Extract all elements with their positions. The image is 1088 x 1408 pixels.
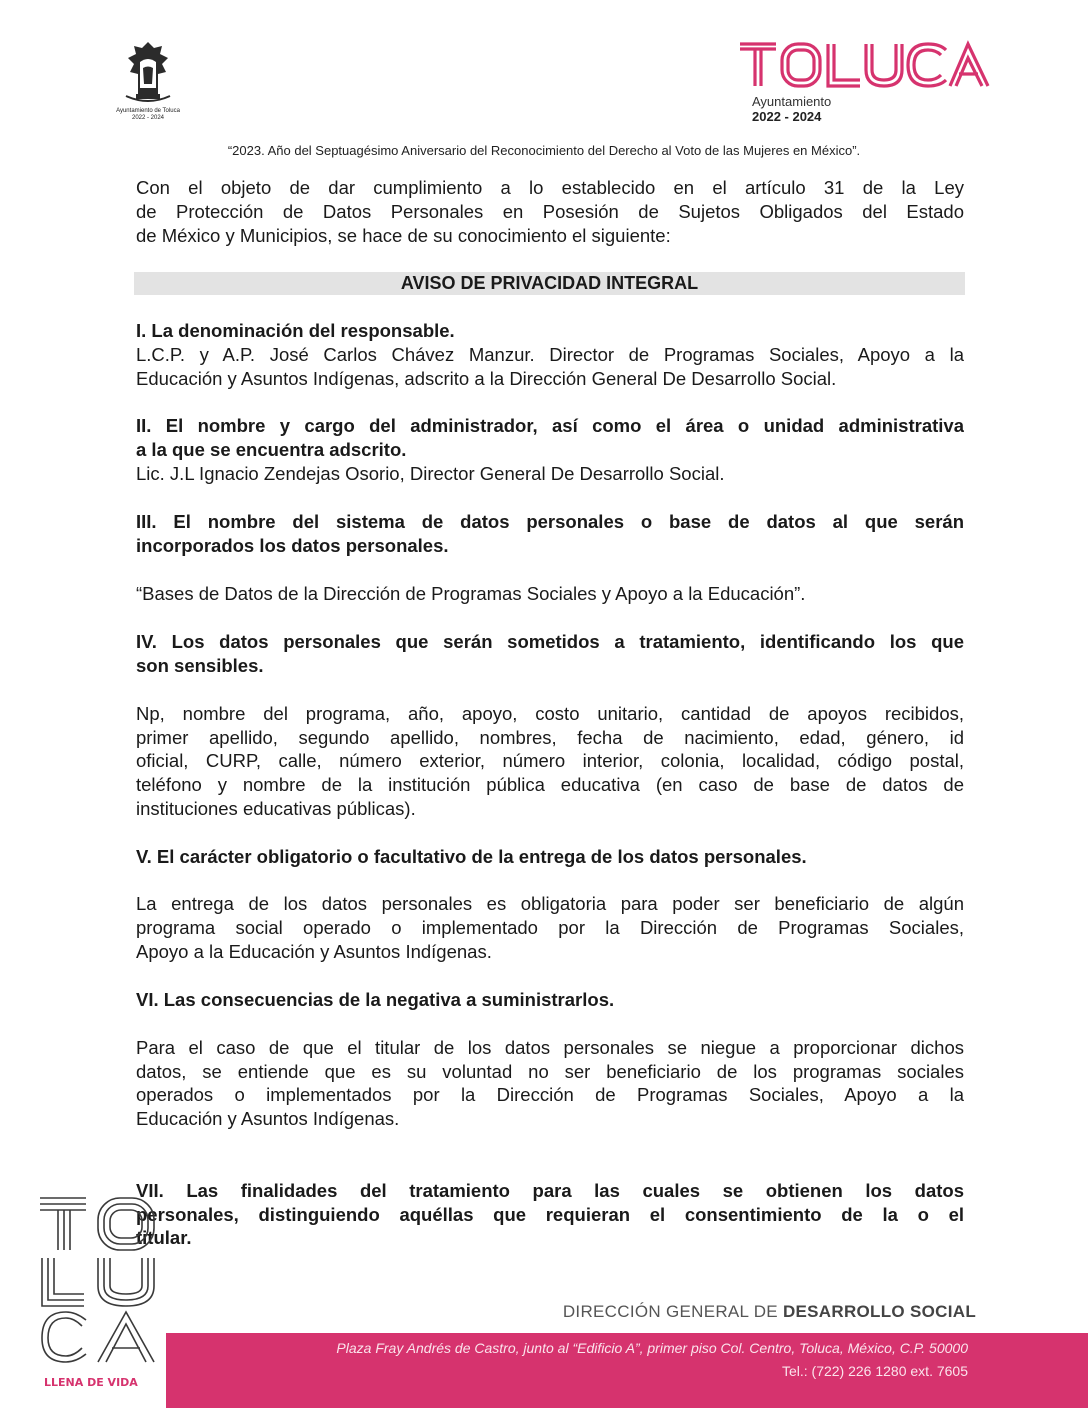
toluca-stacked-logo-icon: [36, 1192, 168, 1392]
section-body-line: datos, se entiende que es su voluntad no ser beneficiario de los programas sociales: [136, 1061, 964, 1082]
footer-department-name: DESARROLLO SOCIAL: [782, 1302, 976, 1321]
intro-line: Con el objeto de dar cumplimiento a lo establecido en el artículo 31 de la Ley: [136, 177, 964, 198]
toluca-brand-logo: [736, 38, 992, 126]
section-heading: V. El carácter obligatorio o facultativo de la entrega de los datos personales.: [136, 846, 807, 867]
section-heading: I. La denominación del responsable.: [136, 320, 455, 341]
section-body-line: L.C.P. y A.P. José Carlos Chávez Manzur. Director de Programas Sociales, Apoyo a la: [136, 344, 964, 365]
section-body-line: programa social operado o implementado por la Dirección de Programas Sociales,: [136, 917, 964, 938]
section-heading: III. El nombre del sistema de datos personales o base de datos al que serán: [136, 511, 964, 532]
section-heading: II. El nombre y cargo del administrador, así como el área o unidad administrativa: [136, 415, 964, 436]
side-logo-tagline: LLENA DE VIDA: [44, 1376, 138, 1389]
intro-line: de México y Municipios, se hace de su conocimiento el siguiente:: [136, 225, 671, 246]
footer-department-prefix: DIRECCIÓN GENERAL DE: [562, 1302, 783, 1321]
logo-subtitle: Ayuntamiento: [752, 94, 832, 109]
section-body-line: Lic. J.L Ignacio Zendejas Osorio, Director General De Desarrollo Social.: [136, 463, 725, 484]
footer-address: Plaza Fray Andrés de Castro, junto al “Edificio A”, primer piso Col. Centro, Toluca, México, C.P. 50000: [336, 1340, 968, 1356]
seal-caption-years: 2022 - 2024: [131, 115, 165, 121]
section-body-line: Np, nombre del programa, año, apoyo, costo unitario, cantidad de apoyos recibidos,: [136, 703, 964, 724]
toluca-side-logo: [36, 1192, 168, 1392]
section-body-line: Para el caso de que el titular de los datos personales se niegue a proporcionar dichos: [136, 1037, 964, 1058]
section-heading: a la que se encuentra adscrito.: [136, 439, 407, 460]
section-body-line: La entrega de los datos personales es obligatoria para poder ser beneficiario de algún: [136, 893, 964, 914]
section-heading: VI. Las consecuencias de la negativa a suministrarlos.: [136, 989, 615, 1010]
section-heading: son sensibles.: [136, 655, 264, 676]
section-body-line: oficial, CURP, calle, número exterior, número interior, colonia, localidad, código postal,: [136, 750, 964, 771]
toluca-wordmark-icon: [736, 38, 992, 90]
section-body-line: teléfono y nombre de la institución pública educativa (en caso de base de datos de: [136, 774, 964, 795]
municipal-seal-logo: [98, 38, 198, 126]
section-body-line: primer apellido, segundo apellido, nombres, fecha de nacimiento, edad, género, id: [136, 727, 964, 748]
annual-motto: “2023. Año del Septuagésimo Aniversario del Reconocimiento del Derecho al Voto de las Mujeres en México”.: [227, 143, 861, 158]
intro-line: de Protección de Datos Personales en Posesión de Sujetos Obligados del Estado: [136, 201, 964, 222]
section-body-line: instituciones educativas públicas).: [136, 798, 416, 819]
section-body-line: operados o implementados por la Dirección de Programas Sociales, Apoyo a la: [136, 1084, 964, 1105]
section-body-line: Apoyo a la Educación y Asuntos Indígenas.: [136, 941, 492, 962]
section-body-line: Educación y Asuntos Indígenas, adscrito a la Dirección General De Desarrollo Social.: [136, 368, 837, 389]
logo-years: 2022 - 2024: [752, 109, 822, 124]
section-heading: incorporados los datos personales.: [136, 535, 449, 556]
section-heading: personales, distinguiendo aquéllas que requieran el consentimiento de la o el: [136, 1204, 964, 1225]
section-body-line: Educación y Asuntos Indígenas.: [136, 1108, 400, 1129]
section-heading: VII. Las finalidades del tratamiento para las cuales se obtienen los datos: [136, 1180, 964, 1201]
coat-of-arms-icon: [98, 38, 198, 108]
footer-department: [480, 1302, 976, 1322]
section-heading: titular.: [136, 1227, 192, 1248]
footer-phone: Tel.: (722) 226 1280 ext. 7605: [781, 1363, 968, 1379]
section-body-line: “Bases de Datos de la Dirección de Programas Sociales y Apoyo a la Educación”.: [136, 583, 806, 604]
document-title: AVISO DE PRIVACIDAD INTEGRAL: [400, 273, 699, 293]
seal-caption-name: Ayuntamiento de Toluca: [116, 108, 180, 114]
section-heading: IV. Los datos personales que serán sometidos a tratamiento, identificando los que: [136, 631, 964, 652]
